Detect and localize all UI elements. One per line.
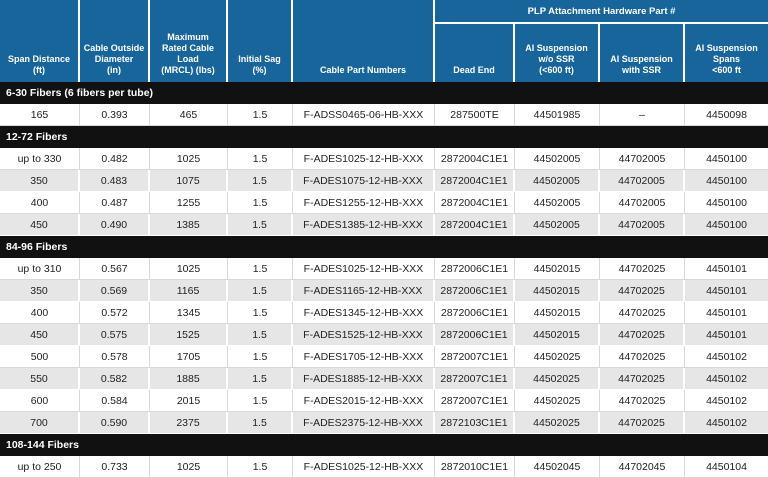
table-cell: 1.5 bbox=[228, 258, 293, 280]
table-cell: 287500TE bbox=[435, 104, 515, 126]
table-cell: 44702025 bbox=[600, 412, 685, 434]
column-header-suspension-with-ssr: Al Suspension with SSR bbox=[600, 22, 685, 82]
table-cell: 44502015 bbox=[515, 324, 600, 346]
table-cell: 1345 bbox=[150, 302, 228, 324]
table-cell: 2872006C1E1 bbox=[435, 258, 515, 280]
table-cell: 1.5 bbox=[228, 214, 293, 236]
table-cell: 0.482 bbox=[80, 148, 150, 170]
table-cell: 550 bbox=[0, 368, 80, 390]
table-cell: 1.5 bbox=[228, 368, 293, 390]
section-title: 108-144 Fibers bbox=[0, 434, 768, 456]
table-cell: 700 bbox=[0, 412, 80, 434]
table-cell: 4450101 bbox=[685, 258, 768, 280]
table-cell: 0.584 bbox=[80, 390, 150, 412]
table-cell: F-ADES1345-12-HB-XXX bbox=[293, 302, 435, 324]
table-cell: F-ADES1025-12-HB-XXX bbox=[293, 148, 435, 170]
table-cell: 1.5 bbox=[228, 192, 293, 214]
table-cell: 44702005 bbox=[600, 192, 685, 214]
section-title: 6-30 Fibers (6 fibers per tube) bbox=[0, 82, 768, 104]
table-row bbox=[0, 368, 768, 390]
section-header-row bbox=[0, 434, 768, 456]
column-header-suspension-without-ssr: Al Suspension w/o SSR (<600 ft) bbox=[515, 22, 600, 82]
table-row bbox=[0, 148, 768, 170]
table-cell: 1.5 bbox=[228, 302, 293, 324]
table-cell: 44702025 bbox=[600, 324, 685, 346]
table-cell: 44502015 bbox=[515, 302, 600, 324]
table-cell: 1255 bbox=[150, 192, 228, 214]
table-cell: 0.483 bbox=[80, 170, 150, 192]
table-row bbox=[0, 280, 768, 302]
table-cell: 44502025 bbox=[515, 412, 600, 434]
table-cell: 44702045 bbox=[600, 456, 685, 478]
table-cell: 1.5 bbox=[228, 104, 293, 126]
table-cell: 2872007C1E1 bbox=[435, 368, 515, 390]
table-row bbox=[0, 302, 768, 324]
section-header-row bbox=[0, 82, 768, 104]
table-cell: 1165 bbox=[150, 280, 228, 302]
table-row bbox=[0, 456, 768, 478]
table-cell: F-ADSS0465-06-HB-XXX bbox=[293, 104, 435, 126]
table-cell: 2872006C1E1 bbox=[435, 280, 515, 302]
table-cell: 0.393 bbox=[80, 104, 150, 126]
table-cell: 2872010C1E1 bbox=[435, 456, 515, 478]
table-cell: 44502025 bbox=[515, 346, 600, 368]
table-cell: 0.575 bbox=[80, 324, 150, 346]
table-cell: 1075 bbox=[150, 170, 228, 192]
table-cell: 44502045 bbox=[515, 456, 600, 478]
table-cell: 2872004C1E1 bbox=[435, 192, 515, 214]
table-cell: 1.5 bbox=[228, 346, 293, 368]
table-cell: 450 bbox=[0, 324, 80, 346]
table-cell: 44702025 bbox=[600, 346, 685, 368]
table-cell: 2872007C1E1 bbox=[435, 390, 515, 412]
column-header-cable-part-numbers: Cable Part Numbers bbox=[293, 0, 435, 82]
table-cell: 44502005 bbox=[515, 148, 600, 170]
table-cell: 2872004C1E1 bbox=[435, 170, 515, 192]
table-cell: 1.5 bbox=[228, 390, 293, 412]
table-cell: 1705 bbox=[150, 346, 228, 368]
table-cell: 44702025 bbox=[600, 302, 685, 324]
table-cell: 0.569 bbox=[80, 280, 150, 302]
table-cell: 600 bbox=[0, 390, 80, 412]
table-cell: 4450101 bbox=[685, 324, 768, 346]
table-cell: 1385 bbox=[150, 214, 228, 236]
table-cell: 4450098 bbox=[685, 104, 768, 126]
table-cell: up to 250 bbox=[0, 456, 80, 478]
table-cell: 2015 bbox=[150, 390, 228, 412]
table-cell: 4450102 bbox=[685, 390, 768, 412]
table-cell: 44502015 bbox=[515, 280, 600, 302]
table-cell: 44502015 bbox=[515, 258, 600, 280]
table-cell: 2872006C1E1 bbox=[435, 302, 515, 324]
table-cell: 500 bbox=[0, 346, 80, 368]
table-cell: 2872103C1E1 bbox=[435, 412, 515, 434]
column-header-dead-end: Dead End bbox=[435, 22, 515, 82]
column-header-span-distance: Span Distance (ft) bbox=[0, 0, 80, 82]
table-cell: 0.590 bbox=[80, 412, 150, 434]
table-cell: F-ADES1255-12-HB-XXX bbox=[293, 192, 435, 214]
table-cell: 44702005 bbox=[600, 170, 685, 192]
section-title: 12-72 Fibers bbox=[0, 126, 768, 148]
table-row bbox=[0, 346, 768, 368]
table-row bbox=[0, 214, 768, 236]
table-cell: 1025 bbox=[150, 148, 228, 170]
table-cell: 44702025 bbox=[600, 368, 685, 390]
table-cell: 4450100 bbox=[685, 170, 768, 192]
table-cell: 0.733 bbox=[80, 456, 150, 478]
column-header-initial-sag: Initial Sag (%) bbox=[228, 0, 293, 82]
table-row bbox=[0, 258, 768, 280]
column-header-suspension-spans: Al Suspension Spans <600 ft bbox=[685, 22, 768, 82]
table-cell: up to 310 bbox=[0, 258, 80, 280]
table-cell: 0.572 bbox=[80, 302, 150, 324]
table-cell: 1.5 bbox=[228, 280, 293, 302]
table-cell: 2872004C1E1 bbox=[435, 214, 515, 236]
table-cell: F-ADES1385-12-HB-XXX bbox=[293, 214, 435, 236]
table-cell: 0.582 bbox=[80, 368, 150, 390]
table-cell: 465 bbox=[150, 104, 228, 126]
section-header-row bbox=[0, 236, 768, 258]
table-cell: 1.5 bbox=[228, 456, 293, 478]
table-cell: up to 330 bbox=[0, 148, 80, 170]
table-cell: 2375 bbox=[150, 412, 228, 434]
table-cell: 1.5 bbox=[228, 148, 293, 170]
table-cell: 44702025 bbox=[600, 280, 685, 302]
table-cell: 0.578 bbox=[80, 346, 150, 368]
column-header-mrcl: Maximum Rated Cable Load (MRCL) (lbs) bbox=[150, 0, 228, 82]
table-row bbox=[0, 104, 768, 126]
table-row bbox=[0, 192, 768, 214]
table-cell: 4450102 bbox=[685, 368, 768, 390]
table-cell: F-ADES2375-12-HB-XXX bbox=[293, 412, 435, 434]
table-cell: 1025 bbox=[150, 456, 228, 478]
table-cell: 1885 bbox=[150, 368, 228, 390]
table-row bbox=[0, 324, 768, 346]
table-cell: F-ADES1885-12-HB-XXX bbox=[293, 368, 435, 390]
table-cell: F-ADES1705-12-HB-XXX bbox=[293, 346, 435, 368]
table-cell: 4450101 bbox=[685, 302, 768, 324]
table-body bbox=[0, 82, 768, 478]
table-cell: 44702025 bbox=[600, 390, 685, 412]
table-cell: – bbox=[600, 104, 685, 126]
table-cell: 1.5 bbox=[228, 170, 293, 192]
table-cell: 1.5 bbox=[228, 324, 293, 346]
table-cell: 350 bbox=[0, 170, 80, 192]
table-cell: F-ADES1025-12-HB-XXX bbox=[293, 456, 435, 478]
section-header-row bbox=[0, 126, 768, 148]
table-cell: 400 bbox=[0, 302, 80, 324]
table-cell: 44501985 bbox=[515, 104, 600, 126]
table-cell: 0.567 bbox=[80, 258, 150, 280]
column-header-cable-diameter: Cable Outside Diameter (in) bbox=[80, 0, 150, 82]
table-cell: 2872004C1E1 bbox=[435, 148, 515, 170]
table-cell: 4450102 bbox=[685, 346, 768, 368]
table-cell: 0.490 bbox=[80, 214, 150, 236]
table-cell: 44502005 bbox=[515, 170, 600, 192]
table-cell: 4450104 bbox=[685, 456, 768, 478]
table-cell: 2872006C1E1 bbox=[435, 324, 515, 346]
table-row bbox=[0, 412, 768, 434]
table-cell: 44702005 bbox=[600, 214, 685, 236]
table-cell: 450 bbox=[0, 214, 80, 236]
table-cell: 4450100 bbox=[685, 148, 768, 170]
table-cell: 44502005 bbox=[515, 192, 600, 214]
table-cell: 0.487 bbox=[80, 192, 150, 214]
table-cell: F-ADES1025-12-HB-XXX bbox=[293, 258, 435, 280]
table-cell: 44502025 bbox=[515, 390, 600, 412]
table-row bbox=[0, 170, 768, 192]
table-cell: 1525 bbox=[150, 324, 228, 346]
table-cell: 1.5 bbox=[228, 412, 293, 434]
column-group-header-plp: PLP Attachment Hardware Part # bbox=[435, 0, 768, 22]
table-row bbox=[0, 390, 768, 412]
table-cell: F-ADES1165-12-HB-XXX bbox=[293, 280, 435, 302]
section-title: 84-96 Fibers bbox=[0, 236, 768, 258]
table-cell: 350 bbox=[0, 280, 80, 302]
table-cell: 2872007C1E1 bbox=[435, 346, 515, 368]
table-cell: 44702005 bbox=[600, 148, 685, 170]
table-cell: F-ADES1525-12-HB-XXX bbox=[293, 324, 435, 346]
table-header bbox=[0, 0, 768, 82]
table-cell: F-ADES1075-12-HB-XXX bbox=[293, 170, 435, 192]
table-cell: 4450102 bbox=[685, 412, 768, 434]
table-cell: 400 bbox=[0, 192, 80, 214]
table-cell: 4450100 bbox=[685, 214, 768, 236]
table-cell: 44502005 bbox=[515, 214, 600, 236]
table-cell: 44502025 bbox=[515, 368, 600, 390]
table-cell: 4450101 bbox=[685, 280, 768, 302]
table-cell: 44702025 bbox=[600, 258, 685, 280]
table-cell: 4450100 bbox=[685, 192, 768, 214]
table-cell: F-ADES2015-12-HB-XXX bbox=[293, 390, 435, 412]
table-cell: 1025 bbox=[150, 258, 228, 280]
table-cell: 165 bbox=[0, 104, 80, 126]
